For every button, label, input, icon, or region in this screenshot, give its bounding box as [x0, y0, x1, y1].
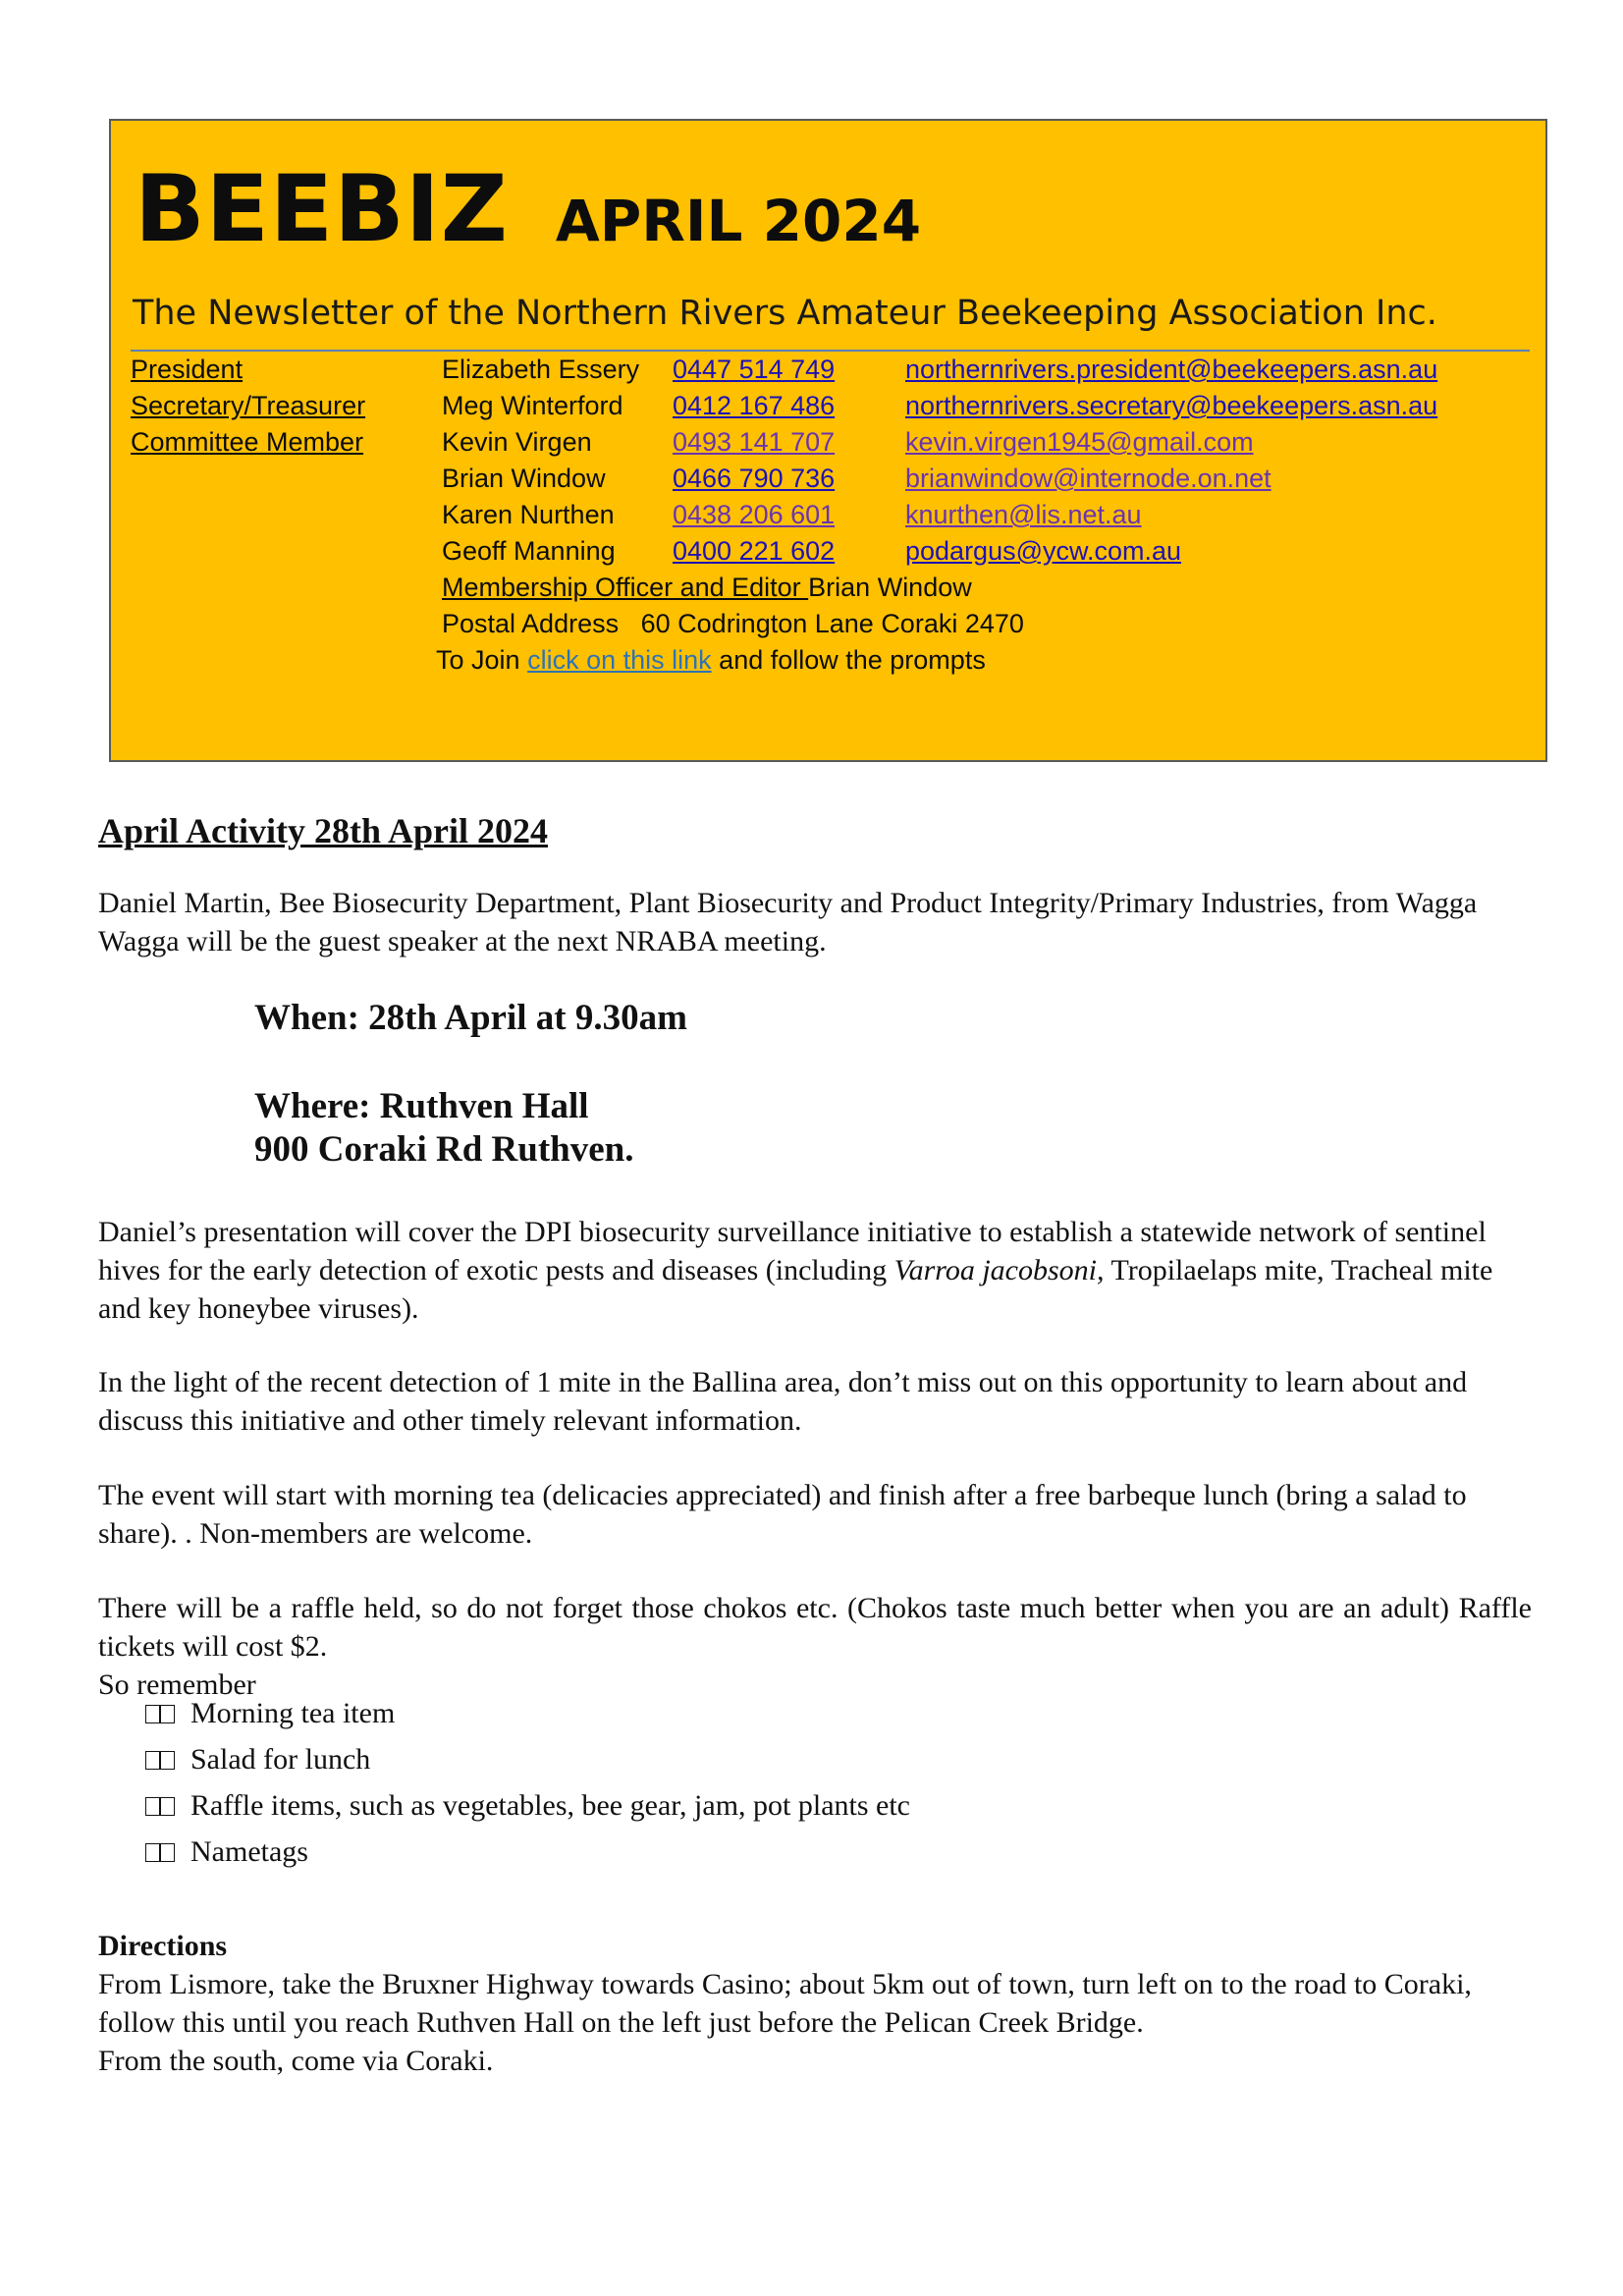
contact-email-link[interactable]: knurthen@lis.net.au [905, 500, 1142, 529]
directions-paragraph: From Lismore, take the Bruxner Highway towards Casino; about 5km out of town, turn left on to the road to Coraki, follow this until you reach Ruthven Hall on the left just before the Pelican Creek Bridge. [98, 1968, 1472, 2039]
join-suffix: and follow the prompts [719, 645, 986, 675]
checkbox-icon [145, 1797, 175, 1816]
contact-phone-link[interactable]: 0412 167 486 [673, 391, 836, 420]
contact-phone-link[interactable]: 0447 514 749 [673, 355, 836, 384]
list-item [145, 1697, 910, 1743]
contact-email-link[interactable]: kevin.virgen1945@gmail.com [905, 427, 1254, 457]
membership-name: Brian Window [808, 573, 972, 602]
checkbox-icon [145, 1705, 175, 1723]
masthead [135, 156, 921, 263]
directions-heading: Directions [98, 1930, 228, 1962]
membership-label[interactable]: Membership Officer and Editor [442, 573, 809, 602]
contact-name: Brian Window [442, 464, 606, 493]
event-address: 900 Coraki Rd Ruthven. [254, 1129, 634, 1170]
contact-email-link[interactable]: northernrivers.president@beekeepers.asn.au [905, 355, 1438, 384]
contact-name: Elizabeth Essery [442, 355, 640, 384]
list-item-label: Nametags [190, 1835, 308, 1868]
species-name: Varroa jacobsoni, [893, 1254, 1105, 1286]
contact-phone-link[interactable]: 0438 206 601 [673, 500, 836, 529]
event-when: When: 28th April at 9.30am [254, 998, 687, 1038]
postal-value: 60 Codrington Lane Coraki 2470 [640, 609, 1024, 638]
list-item [145, 1743, 910, 1789]
contact-phone-link[interactable]: 0466 790 736 [673, 464, 836, 493]
list-item [145, 1789, 910, 1835]
list-item-label: Morning tea item [190, 1697, 396, 1729]
contact-phone-link[interactable]: 0493 141 707 [673, 427, 836, 457]
membership-officer [442, 573, 972, 603]
postal-address [442, 609, 1024, 639]
contact-row [131, 500, 1535, 536]
contact-phone-link[interactable]: 0400 221 602 [673, 536, 836, 566]
contact-row [131, 355, 1535, 391]
contact-name: Meg Winterford [442, 391, 623, 420]
activity-heading: April Activity 28th April 2024 [98, 811, 548, 850]
contact-email-link[interactable]: brianwindow@internode.on.net [905, 464, 1271, 493]
list-item-label: Salad for lunch [190, 1743, 371, 1776]
issue-date: APRIL 2024 [555, 188, 922, 254]
event-schedule-paragraph: The event will start with morning tea (delicacies appreciated) and finish after a free barbeque lunch (bring a salad to share). . Non-members are welcome. [98, 1479, 1467, 1550]
contact-name: Geoff Manning [442, 536, 616, 566]
list-item-label: Raffle items, such as vegetables, bee gear, jam, pot plants etc [190, 1789, 910, 1822]
detection-paragraph: In the light of the recent detection of 1 mite in the Ballina area, don’t miss out on this opportunity to learn about and discuss this initiative and other timely relevant information. [98, 1366, 1468, 1437]
remember-list [145, 1697, 910, 1882]
raffle-paragraph: There will be a raffle held, so do not forget those chokos etc. (Chokos taste much better when you are an adult) Raffle tickets will cost $2. [98, 1592, 1532, 1663]
contact-role[interactable]: Secretary/Treasurer [131, 391, 366, 420]
newsletter-subtitle: The Newsletter of the Northern Rivers Amateur Beekeeping Association Inc. [133, 294, 1437, 333]
checkbox-icon [145, 1843, 175, 1862]
activity-intro: Daniel Martin, Bee Biosecurity Department, Plant Biosecurity and Product Integrity/Primary Industries, from Wagga Wagga will be the guest speaker at the next NRABA meeting. [98, 887, 1478, 957]
join-link[interactable]: click on this link [527, 645, 712, 675]
contact-row [131, 536, 1535, 573]
contact-name: Karen Nurthen [442, 500, 615, 529]
presentation-paragraph [98, 1213, 1532, 1328]
postal-label: Postal Address [442, 609, 620, 638]
presentation-text: Daniel’s presentation will cover the DPI biosecurity surveillance initiative to establish a statewide network of sentinel hives for the early detection of exotic pests and diseases (including [98, 1216, 1487, 1286]
contact-role[interactable]: Committee Member [131, 427, 364, 457]
contact-email-link[interactable]: podargus@ycw.com.au [905, 536, 1182, 566]
header-divider [131, 350, 1530, 352]
join-line [436, 645, 986, 676]
list-item [145, 1835, 910, 1882]
contact-email-link[interactable]: northernrivers.secretary@beekeepers.asn.au [905, 391, 1438, 420]
directions-south: From the south, come via Coraki. [98, 2045, 494, 2077]
remember-label: So remember [98, 1668, 256, 1701]
newsletter-header [109, 119, 1547, 762]
contact-row [131, 464, 1535, 500]
contact-row [131, 391, 1535, 427]
event-where: Where: Ruthven Hall [254, 1086, 589, 1126]
checkbox-icon [145, 1751, 175, 1770]
presentation-text-cont: Tropilaelaps mite, Tracheal mite and key honeybee viruses). [98, 1254, 1493, 1325]
contact-name: Kevin Virgen [442, 427, 592, 457]
contact-role[interactable]: President [131, 355, 243, 384]
join-prefix: To Join [436, 645, 520, 675]
newsletter-title: BEEBIZ [135, 156, 509, 263]
contact-row [131, 427, 1535, 464]
